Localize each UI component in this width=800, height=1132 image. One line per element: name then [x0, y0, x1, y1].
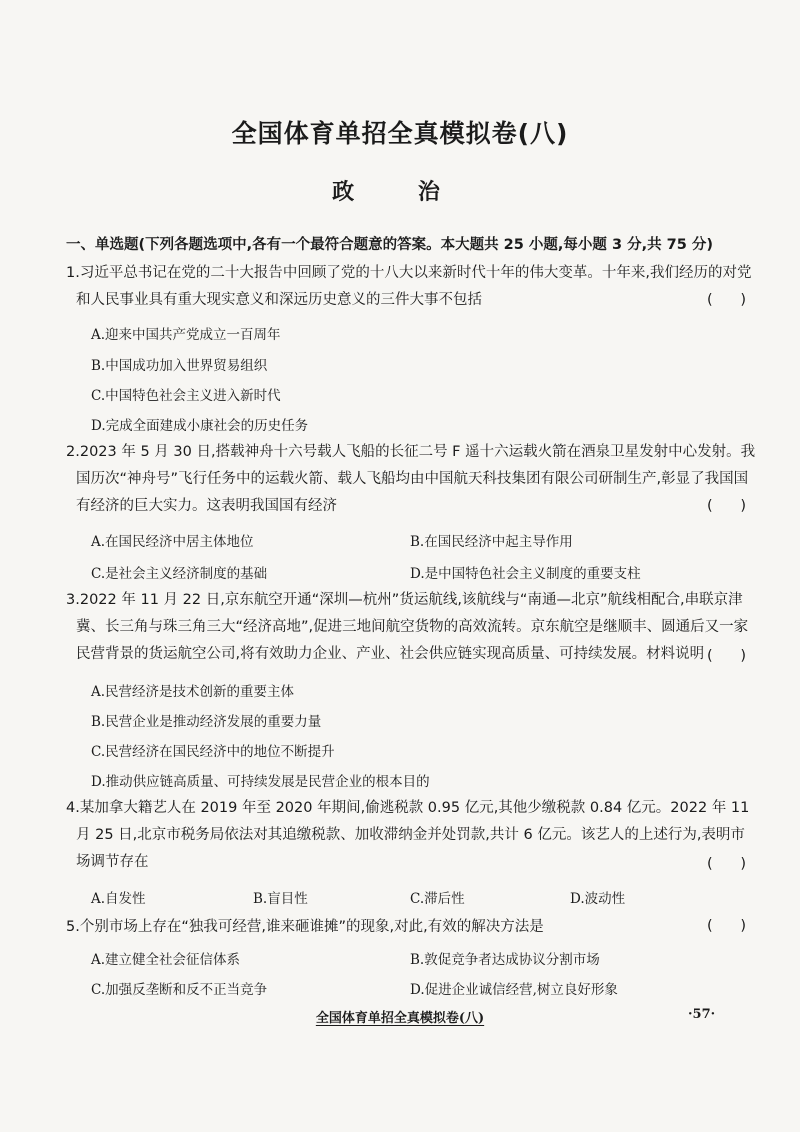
- question-3-answer-paren: ( ): [707, 648, 746, 664]
- question-3-text: 2022 年 11 月 22 日,京东航空开通“深圳—杭州”货运航线,该航线与“南通—北京”航线相配合,串联京津冀、长三角与珠三角三大“经济高地”,促进三地间航空货物的高效流转。京东航空是继顺丰、圆通后又一家民营背景的货运航空公司,将有效助力企业、产业、社会供应链实现高质量、可持续发展。材料说明: [76, 592, 749, 662]
- question-4-stem: [66, 795, 756, 876]
- question-4-option-d: D.波动性: [570, 891, 626, 907]
- question-2-option-b: B.在国民经济中起主导作用: [410, 534, 573, 550]
- question-1-stem: [66, 260, 756, 314]
- question-4-number: 4.: [66, 800, 80, 816]
- footer-title: 全国体育单招全真模拟卷(八): [315, 1011, 485, 1026]
- exam-title: 全国体育单招全真模拟卷(八): [231, 119, 569, 148]
- subject-title: 政 治: [332, 180, 468, 205]
- question-2-option-a: A.在国民经济中居主体地位: [91, 534, 254, 550]
- question-4-option-b: B.盲目性: [253, 891, 308, 907]
- question-4-text: 某加拿大籍艺人在 2019 年至 2020 年期间,偷逃税款 0.95 亿元,其他少缴税款 0.84 亿元。2022 年 11 月 25 日,北京市税务局依法对其追缴税款、加收滞纳金并处罚款,共计 6 亿元。该艺人的上述行为,表明市场调节存在: [76, 800, 750, 870]
- question-2-answer-paren: ( ): [707, 498, 746, 514]
- question-3-number: 3.: [66, 592, 80, 608]
- question-3-option-b: B.民营企业是推动经济发展的重要力量: [91, 714, 322, 730]
- question-5-number: 5.: [66, 919, 80, 935]
- question-4-option-a: A.自发性: [91, 891, 146, 907]
- question-3-option-c: C.民营经济在国民经济中的地位不断提升: [91, 744, 335, 760]
- question-2-stem: [66, 439, 756, 520]
- question-1-number: 1.: [66, 265, 80, 281]
- section-header: 一、单选题(下列各题选项中,各有一个最符合题意的答案。本大题共 25 小题,每小题 3 分,共 75 分): [66, 237, 714, 253]
- question-2-option-d: D.是中国特色社会主义制度的重要支柱: [410, 566, 641, 582]
- question-3-option-d: D.推动供应链高质量、可持续发展是民营企业的根本目的: [91, 774, 430, 790]
- page-number: ·57·: [688, 1007, 716, 1022]
- question-5-option-d: D.促进企业诚信经营,树立良好形象: [410, 982, 618, 998]
- question-3-option-a: A.民营经济是技术创新的重要主体: [91, 684, 295, 700]
- question-1-option-b: B.中国成功加入世界贸易组织: [91, 358, 268, 374]
- question-1-answer-paren: ( ): [707, 292, 746, 308]
- question-3-stem: [66, 587, 756, 668]
- question-5-option-c: C.加强反垄断和反不正当竞争: [91, 982, 268, 998]
- question-5-answer-paren: ( ): [707, 918, 746, 934]
- question-2-text: 2023 年 5 月 30 日,搭载神舟十六号载人飞船的长征二号 F 遥十六运载火箭在酒泉卫星发射中心发射。我国历次“神舟号”飞行任务中的运载火箭、载人飞船均由中国航天科技集团有限公司研制生产,彰显了我国国有经济的巨大实力。这表明我国国有经济: [76, 444, 756, 514]
- question-5-stem: [66, 914, 676, 941]
- question-5-option-b: B.敦促竞争者达成协议分割市场: [410, 952, 600, 968]
- question-4-option-c: C.滞后性: [410, 891, 465, 907]
- question-1-option-a: A.迎来中国共产党成立一百周年: [91, 327, 281, 343]
- question-2-option-c: C.是社会主义经济制度的基础: [91, 566, 268, 582]
- question-5-option-a: A.建立健全社会征信体系: [91, 952, 241, 968]
- question-4-answer-paren: ( ): [707, 856, 746, 872]
- question-1-option-d: D.完成全面建成小康社会的历史任务: [91, 418, 309, 434]
- question-1-option-c: C.中国特色社会主义进入新时代: [91, 388, 281, 404]
- question-2-number: 2.: [66, 444, 80, 460]
- question-1-text: 习近平总书记在党的二十大报告中回顾了党的十八大以来新时代十年的伟大变革。十年来,我们经历的对党和人民事业具有重大现实意义和深远历史意义的三件大事不包括: [76, 265, 752, 308]
- question-5-text: 个别市场上存在“独我可经营,谁来砸谁摊”的现象,对此,有效的解决方法是: [79, 919, 544, 935]
